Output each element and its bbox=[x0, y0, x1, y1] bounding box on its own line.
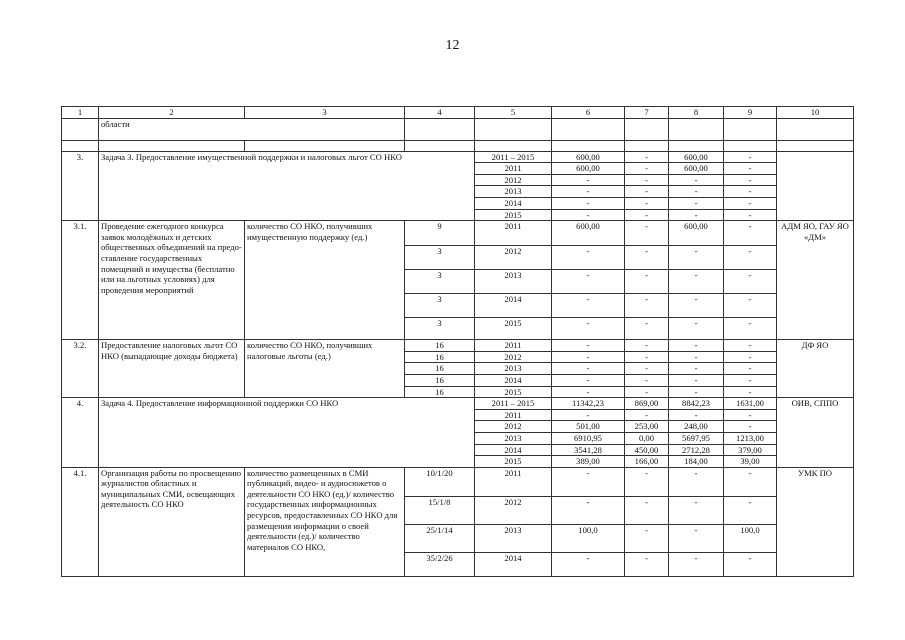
activity-row: 3.2. Предоставление налоговых льгот СО НКО (выпадающие доходы бюджета) количество СО НКО, получивших налоговые льготы (ед.) 16 2011 - - - - ДФ ЯО bbox=[62, 340, 854, 352]
activity-row: 4.1. Организация работы по просвещению журналистов областных и муниципальных СМИ, освещающих деятельность СО НКО количество размещенных в СМИ публикаций, видео- и аудиосюжетов о деятельности СО НКО (ед.)/ количество государственных информационных ресурсов, предоставленных СО НКО для размещения информации о своей деятельности (ед.)/ количество материалов СО НКО, 10/1/20 2011 - - - - УМК ПО bbox=[62, 467, 854, 496]
year-row: 2013 6910,95 0,00 5697,95 1213,00 bbox=[62, 432, 854, 444]
year-row: 35/2/26 2014 - - - - bbox=[62, 552, 854, 576]
spacer-row bbox=[62, 140, 854, 151]
activity-text: Проведение ежегодного конкурса заявок молодёжных и детских общественных объединений на предо-ставление государственных помещений и имущества (бесплатно или на льготных условиях) для проведения мероприятий bbox=[99, 221, 245, 340]
activity-row: 3.1. Проведение ежегодного конкурса заявок молодёжных и детских общественных объединений на предо-ставление государственных помещений и имущества (бесплатно или на льготных условиях) для проведения мероприятий количество СО НКО, получивших имущественную поддержку (ед.) 9 2011 600,00 - 600,00 - АДМ ЯО, ГАУ ЯО «ДМ» bbox=[62, 221, 854, 246]
indicator-text: количество размещенных в СМИ публикаций, видео- и аудиосюжетов о деятельности СО НКО (ед.)/ количество государственных информационных ресурсов, предоставленных СО НКО для размещения информации о своей деятельности (ед.)/ количество материалов СО НКО, bbox=[245, 467, 405, 576]
activity-text: Организация работы по просвещению журналистов областных и муниципальных СМИ, освещающих деятельность СО НКО bbox=[99, 467, 245, 576]
task3-row: 3. Задача 3. Предоставление имущественной поддержки и налоговых льгот СО НКО 2011 – 2015 600,00 - 600,00 - bbox=[62, 151, 854, 163]
header-cell: 6 bbox=[552, 107, 625, 119]
executor-text: АДМ ЯО, ГАУ ЯО «ДМ» bbox=[777, 221, 854, 340]
row-number: 4. bbox=[62, 398, 99, 468]
activity-text: Предоставление налоговых льгот СО НКО (выпадающие доходы бюджета) bbox=[99, 340, 245, 398]
header-cell: 7 bbox=[625, 107, 669, 119]
header-cell: 9 bbox=[724, 107, 777, 119]
header-cell: 8 bbox=[669, 107, 724, 119]
executor-text: ДФ ЯО bbox=[777, 340, 854, 398]
row-number: 3.1. bbox=[62, 221, 99, 340]
header-cell: 1 bbox=[62, 107, 99, 119]
executor-text: ОИВ, СППО bbox=[777, 398, 854, 468]
year-row: 2015 389,00 166,00 184,00 39,00 bbox=[62, 456, 854, 468]
task-title: Задача 4. Предоставление информационной поддержки СО НКО bbox=[99, 398, 475, 468]
indicator-text: количество СО НКО, получивших налоговые льготы (ед.) bbox=[245, 340, 405, 398]
year-row: 2015 - - - - bbox=[62, 209, 854, 221]
year-row: 2011 600,00 - 600,00 - bbox=[62, 163, 854, 175]
header-cell: 5 bbox=[475, 107, 552, 119]
year-row: 3 2013 - - - - bbox=[62, 270, 854, 294]
year-row: 3 2015 - - - - bbox=[62, 318, 854, 340]
header-cell: 2 bbox=[99, 107, 245, 119]
year-row: 3 2014 - - - - bbox=[62, 294, 854, 318]
year-row: 16 2014 - - - - bbox=[62, 374, 854, 386]
task4-row: 4. Задача 4. Предоставление информационной поддержки СО НКО 2011 – 2015 11342,23 869,00 8842,23 1631,00 ОИВ, СППО bbox=[62, 398, 854, 410]
year-row: 16 2012 - - - - bbox=[62, 351, 854, 363]
row-number: 3.2. bbox=[62, 340, 99, 398]
year-row: 2011 - - - - bbox=[62, 409, 854, 421]
task-title: Задача 3. Предоставление имущественной поддержки и налоговых льгот СО НКО bbox=[99, 151, 475, 221]
year-row: 25/1/14 2013 100,0 - - 100,0 bbox=[62, 524, 854, 552]
region-text: области bbox=[99, 118, 405, 140]
indicator-text: количество СО НКО, получивших имущественную поддержку (ед.) bbox=[245, 221, 405, 340]
row-number: 4.1. bbox=[62, 467, 99, 576]
year-row: 2012 - - - - bbox=[62, 174, 854, 186]
header-row bbox=[62, 107, 854, 119]
year-row: 2014 - - - - bbox=[62, 197, 854, 209]
year-row: 3 2012 - - - - bbox=[62, 246, 854, 270]
page-number: 12 bbox=[445, 38, 460, 53]
executor-cell bbox=[777, 151, 854, 221]
row-number: 3. bbox=[62, 151, 99, 221]
header-cell: 4 bbox=[405, 107, 475, 119]
year-row: 16 2013 - - - - bbox=[62, 363, 854, 375]
continuation-row bbox=[62, 118, 854, 140]
executor-text: УМК ПО bbox=[777, 467, 854, 576]
year-row: 15/1/8 2012 - - - - bbox=[62, 496, 854, 524]
year-row: 2012 501,00 253,00 248,00 - bbox=[62, 421, 854, 433]
year-row: 2013 - - - - bbox=[62, 186, 854, 198]
year-row: 16 2015 - - - - bbox=[62, 386, 854, 398]
header-cell: 3 bbox=[245, 107, 405, 119]
program-table bbox=[61, 106, 854, 577]
header-cell: 10 bbox=[777, 107, 854, 119]
year-row: 2014 3541,28 450,00 2712,28 379,00 bbox=[62, 444, 854, 456]
